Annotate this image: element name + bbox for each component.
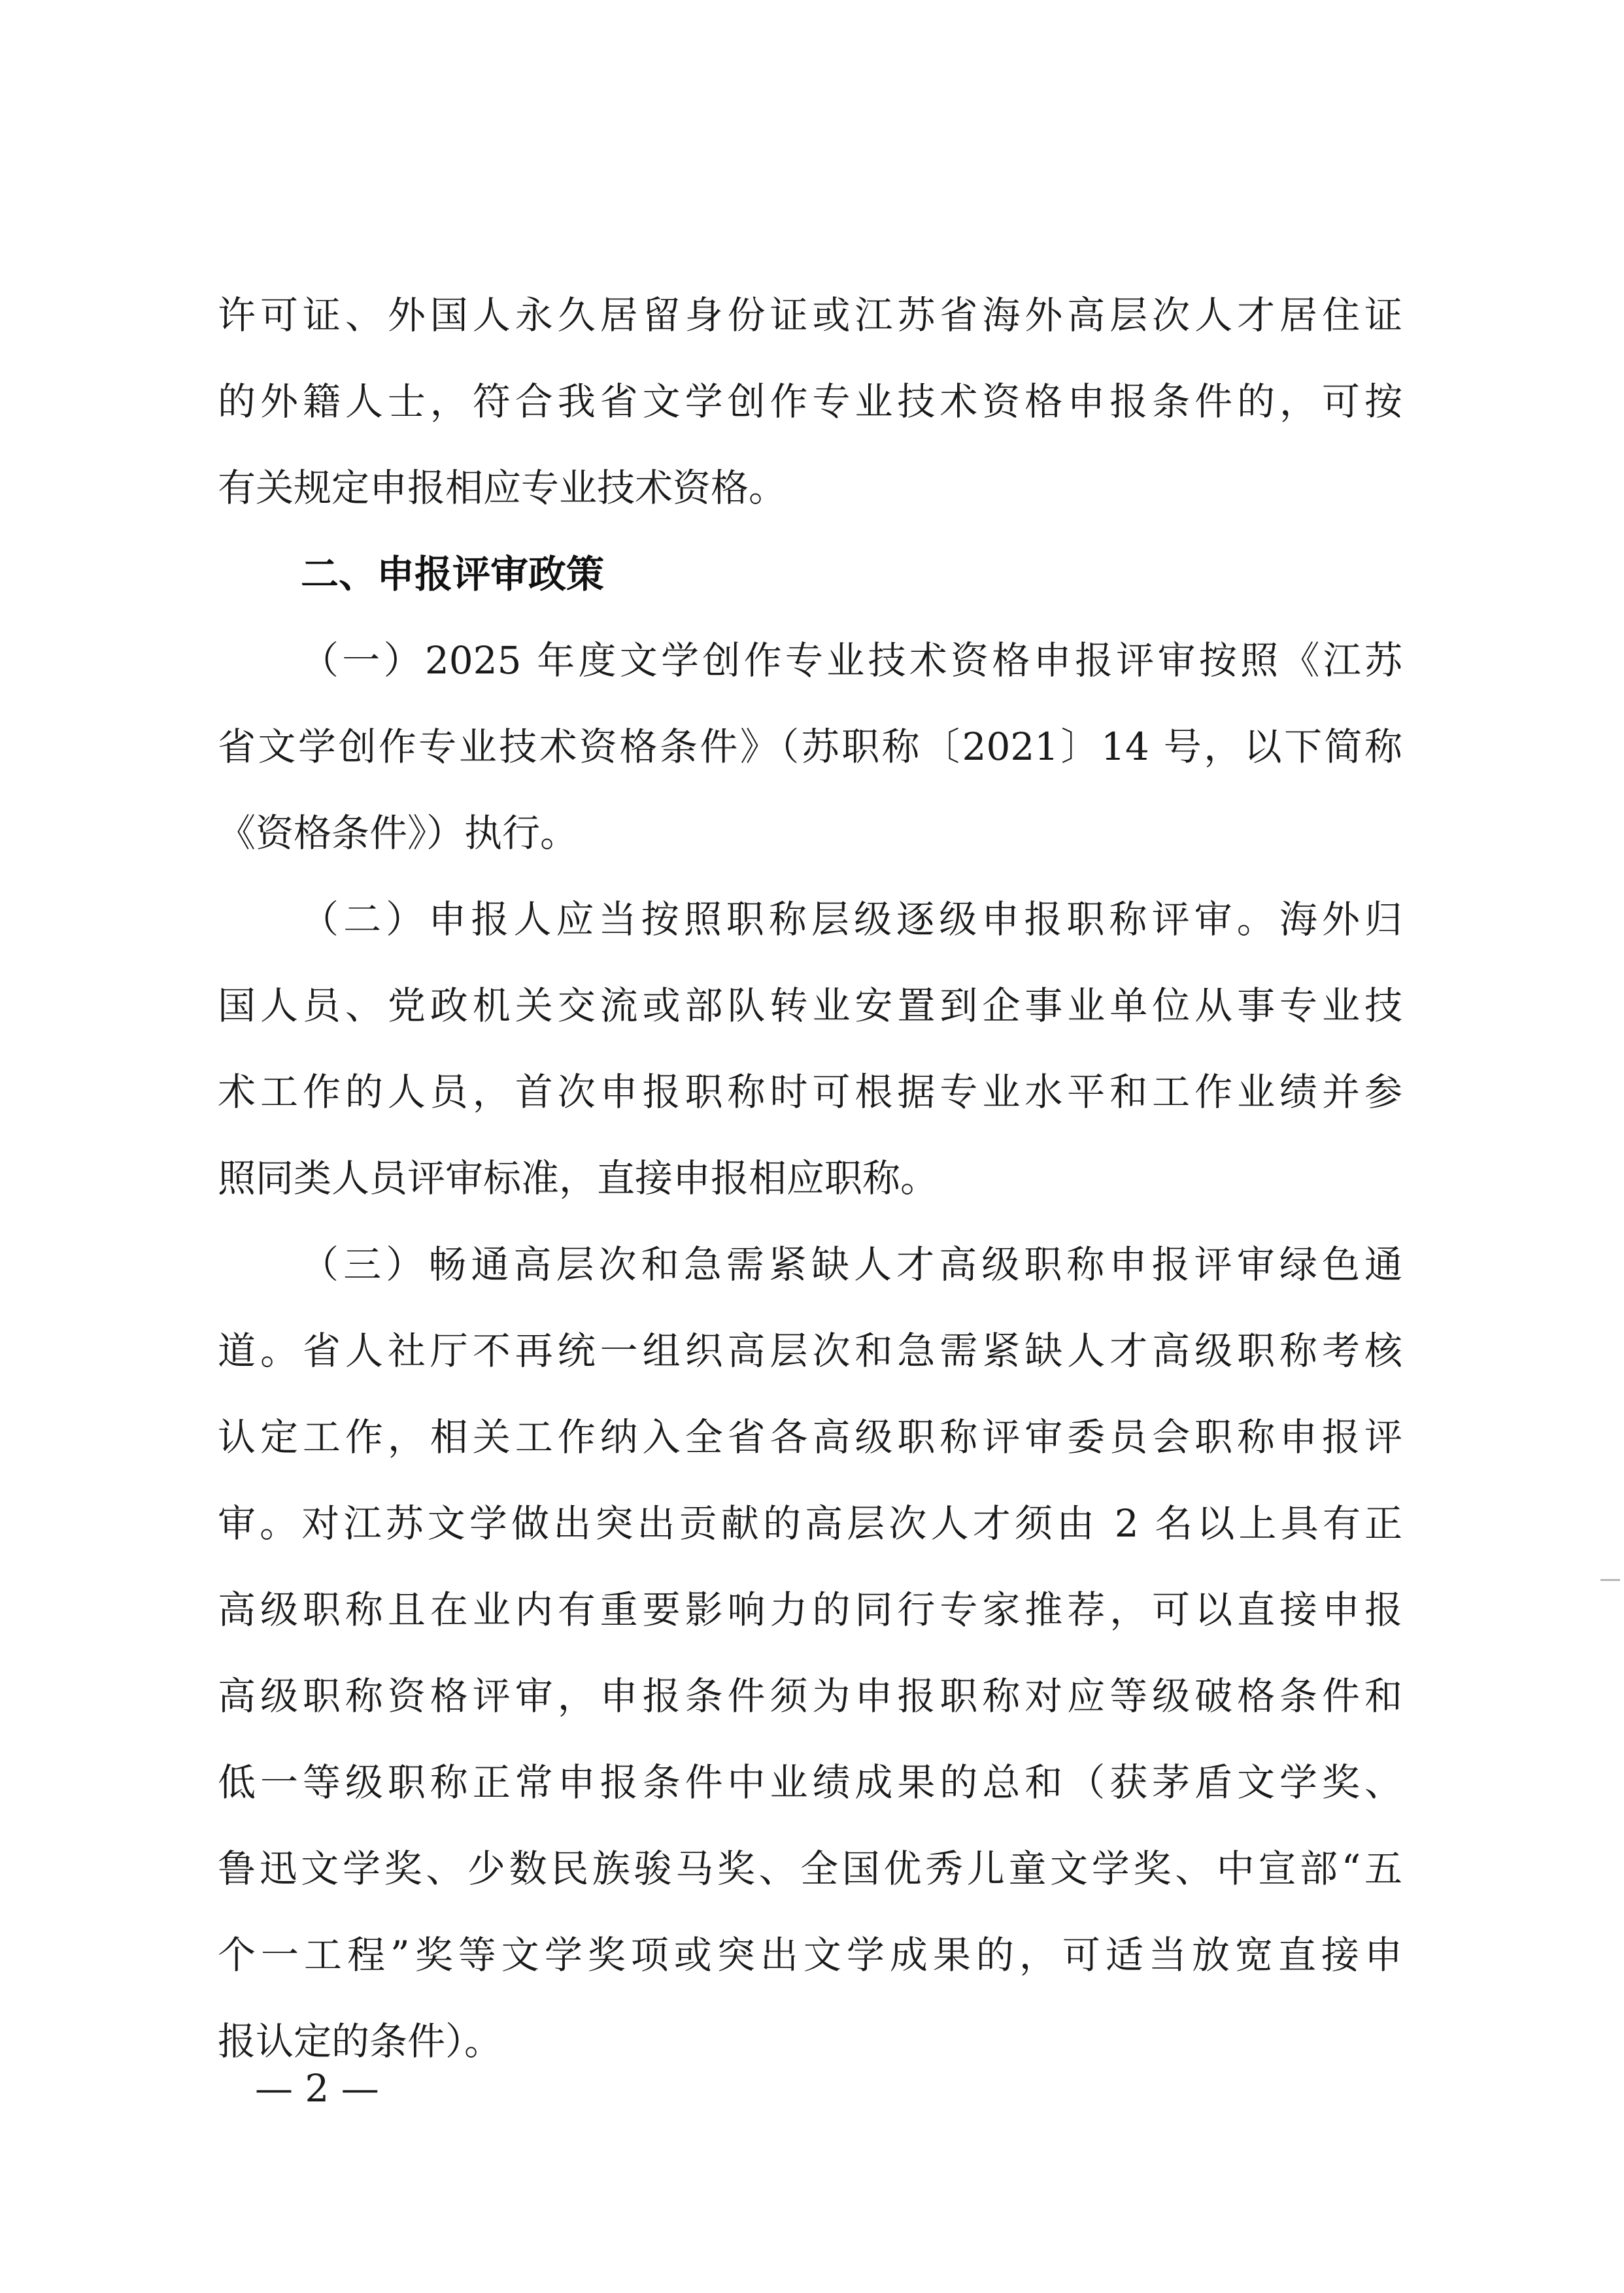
body-line: 鲁迅文学奖、少数民族骏马奖、全国优秀儿童文学奖、中宣部“五 [218, 1846, 1402, 1891]
body-line: 认定工作，相关工作纳入全省各高级职称评审委员会职称申报评 [218, 1415, 1402, 1459]
body-line: 照同类人员评审标准，直接申报相应职称。 [218, 1156, 939, 1200]
body-line: （三）畅通高层次和急需紧缺人才高级职称申报评审绿色通 [301, 1242, 1402, 1287]
body-line: 国人员、党政机关交流或部队转业安置到企事业单位从事专业技 [218, 983, 1402, 1028]
body-line: 道。省人社厅不再统一组织高层次和急需紧缺人才高级职称考核 [218, 1329, 1402, 1373]
page-number: — 2 — [255, 2066, 379, 2111]
body-line: 的外籍人士，符合我省文学创作专业技术资格申报条件的，可按 [218, 379, 1402, 424]
body-line: 许可证、外国人永久居留身份证或江苏省海外高层次人才居住证 [218, 293, 1402, 337]
body-line: 有关规定申报相应专业技术资格。 [218, 466, 787, 510]
body-line: 《资格条件》）执行。 [218, 811, 579, 855]
body-line: （二）申报人应当按照职称层级逐级申报职称评审。海外归 [301, 897, 1402, 942]
body-line: 个一工程”奖等文学奖项或突出文学成果的，可适当放宽直接申 [218, 1933, 1402, 1977]
scan-mark [1600, 1579, 1620, 1581]
body-line: 报认定的条件）。 [218, 2019, 503, 2064]
body-line: 审。对江苏文学做出突出贡献的高层次人才须由 2 名以上具有正 [218, 1501, 1402, 1546]
body-line: 高级职称且在业内有重要影响力的同行专家推荐，可以直接申报 [218, 1588, 1402, 1632]
section-heading: 二、申报评审政策 [301, 552, 605, 596]
body-line: （一）2025 年度文学创作专业技术资格申报评审按照《江苏 [301, 638, 1402, 683]
body-line: 省文学创作专业技术资格条件》（苏职称〔2021〕14 号，以下简称 [218, 724, 1402, 769]
body-line: 低一等级职称正常申报条件中业绩成果的总和（获茅盾文学奖、 [218, 1760, 1402, 1805]
body-line: 高级职称资格评审，申报条件须为申报职称对应等级破格条件和 [218, 1674, 1402, 1718]
body-line: 术工作的人员，首次申报职称时可根据专业水平和工作业绩并参 [218, 1070, 1402, 1114]
